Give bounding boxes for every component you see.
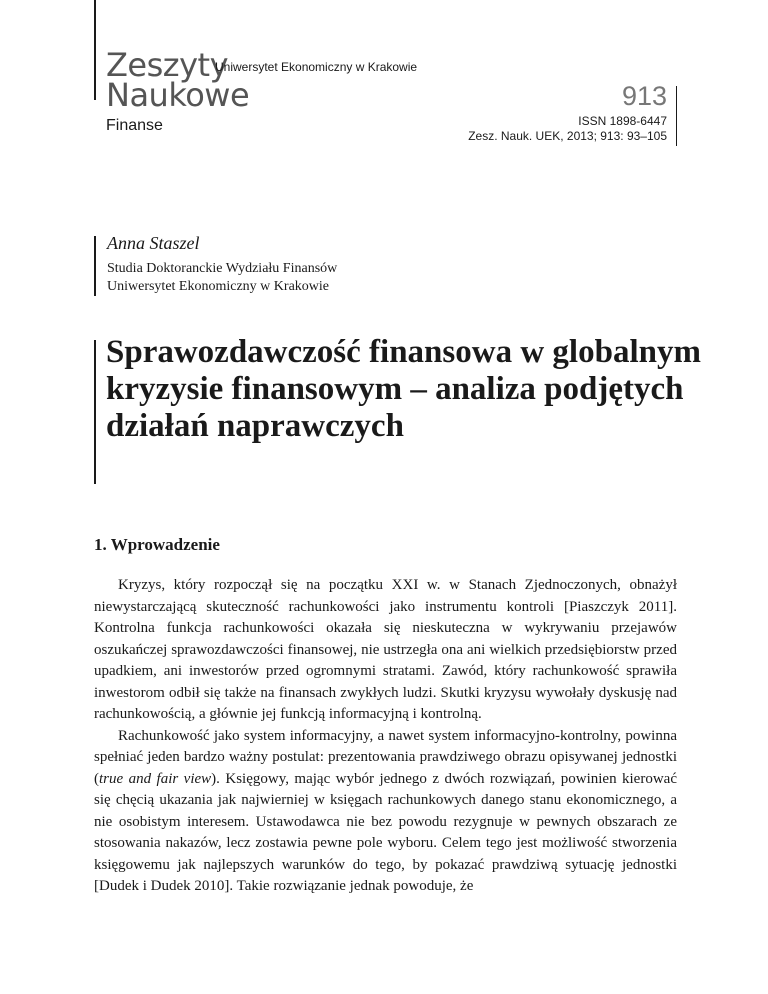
journal-section: Finanse	[106, 117, 163, 134]
journal-title-line2: Naukowe	[106, 76, 250, 114]
paragraph-1: Kryzys, który rozpoczął się na początku XXI w. w Stanach Zjednoczonych, obnażył niewystarczającą skuteczność rachunkowości jako instrumentu kontroli [Piaszczyk 2011]. Kontrolna funkcja rachunkowości okazała się nieskuteczna w wykrywaniu przejawów oszukańczej sprawozdawczości finansowej, nie ustrzegła ona ani wielkich przedsiębiorstw przed upadkiem, ani inwestorów przed ogromnymi stratami. Zawód, który rachunkowość sprawiła inwestorom odbił się także na finansach zwykłych ludzi. Skutki kryzysu wywołały dyskusję nad rachunkowością, a głównie jej funkcją informacyjną i kontrolną.	[94, 577, 677, 722]
issue-number: 913	[621, 81, 667, 111]
header-right-rule	[676, 86, 677, 146]
issn: ISSN 1898-6447	[578, 114, 667, 128]
title-rule	[94, 340, 96, 484]
paragraph-2-emphasis: true and fair view	[99, 770, 212, 787]
university-name: Uniwersytet Ekonomiczny w Krakowie	[215, 60, 418, 74]
section-heading: 1. Wprowadzenie	[94, 535, 220, 554]
body-text	[94, 575, 677, 898]
journal-logo	[106, 46, 250, 114]
author-rule	[94, 236, 96, 296]
header-left-rule	[94, 0, 96, 100]
paragraph-2-part-b: ). Księgowy, mając wybór jednego z dwóch rozwiązań, powinien kierować się chęcią ukazania jak najwierniej w księgach rachunkowych danego stanu ekonomicznego, a nie osobistym interesem. Ustawodawca nie bez powodu rezygnuje w pewnych obszarach ze stosowania nakazów, lecz zostawia pewne pole wyboru. Celem tego jest możliwość stworzenia księgowemu jak najlepszych warunków do tego, by pokazać prawdziwą sytuację jednostki [Dudek i Dudek 2010]. Takie rozwiązanie jednak powoduje, że	[94, 770, 677, 894]
paragraph-2-part-a: Rachunkowość jako system informacyjny, a nawet system informacyjno-kontrolny, powinna spełniać jeden bardzo ważny postulat: prezentowania prawdziwego obrazu opisywanej jednostki (	[94, 727, 677, 787]
article-title: Sprawozdawczość finansowa w globalnym kryzysie finansowym – analiza podjętych działań naprawczych	[106, 334, 701, 444]
author-name: Anna Staszel	[107, 233, 200, 253]
journal-title-line1: Zeszyty	[106, 46, 228, 84]
affiliation-line1: Studia Doktoranckie Wydziału Finansów	[107, 261, 338, 276]
affiliation-line2: Uniwersytet Ekonomiczny w Krakowie	[107, 279, 329, 294]
issn-block	[468, 114, 667, 144]
citation: Zesz. Nauk. UEK, 2013; 913: 93–105	[468, 129, 667, 143]
paragraph-2	[94, 726, 677, 898]
author-affiliation	[107, 260, 337, 296]
